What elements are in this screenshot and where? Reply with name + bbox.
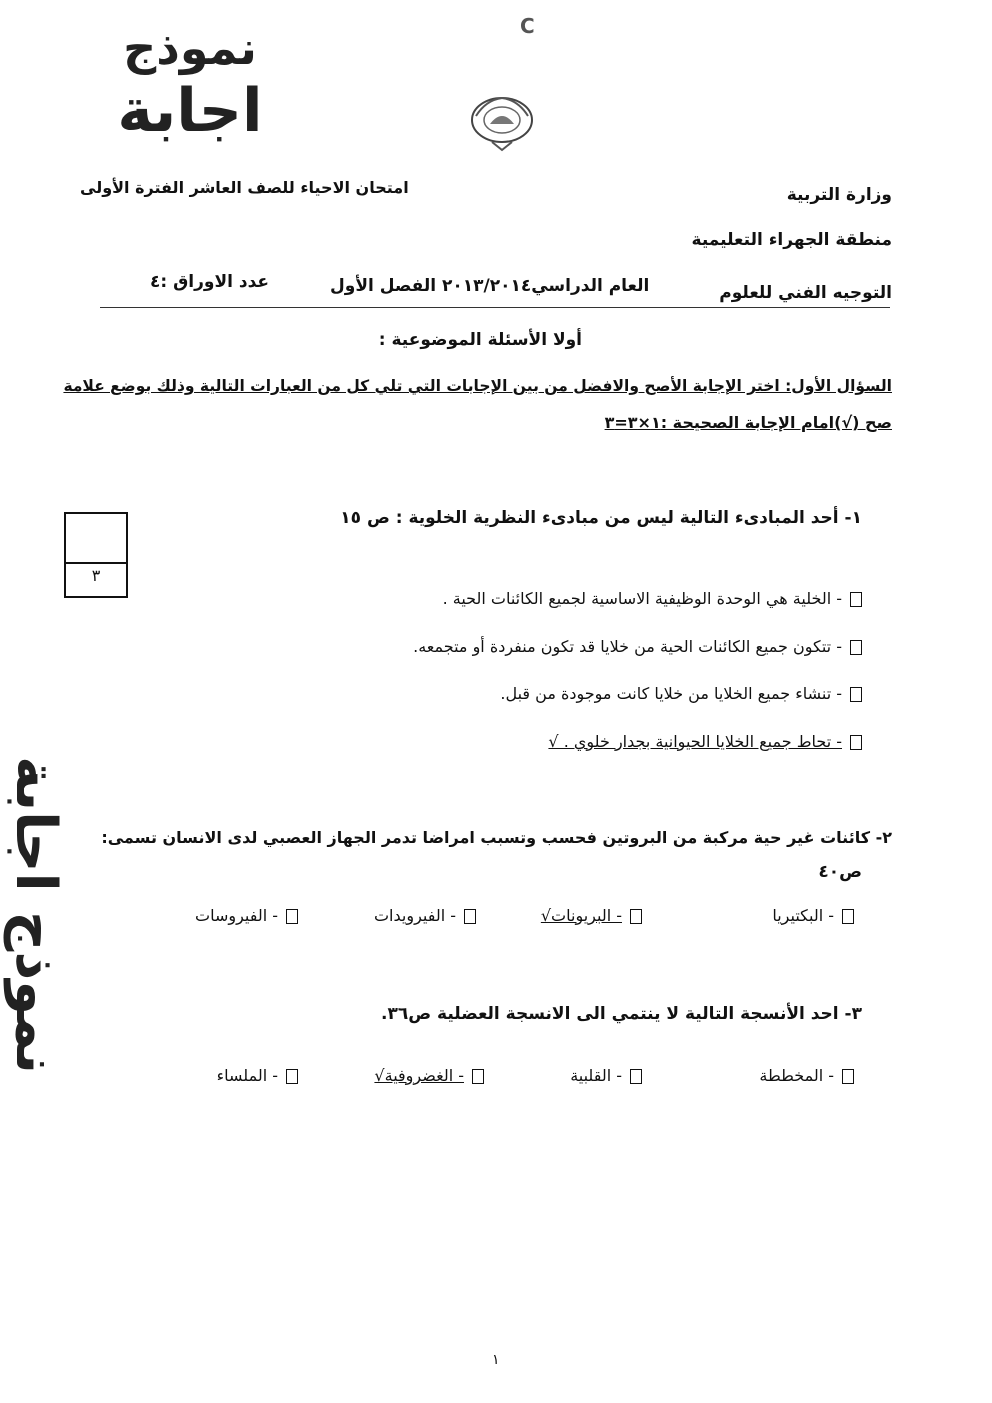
option-label-correct: - الغضروفية√	[374, 1066, 464, 1085]
checkbox[interactable]	[850, 735, 862, 750]
question-3-option-2[interactable]	[570, 1066, 642, 1085]
score-box	[64, 512, 128, 598]
option-label: - تتكون جميع الكائنات الحية من خلايا قد تكون منفردة أو متجمعه.	[413, 637, 842, 656]
option-label: - البكتيريا	[772, 906, 834, 925]
question-3-option-3[interactable]	[374, 1066, 484, 1085]
score-value: ٣	[91, 566, 101, 585]
handwritten-title-line1: نموذج	[123, 21, 257, 75]
academic-year: العام الدراسي٢٠١٣/٢٠١٤ الفصل الأول	[330, 276, 650, 296]
question-instructions-line2: صح (√)امام الإجابة الصحيحة :١×٣=٣	[604, 413, 892, 432]
page-count: عدد الاوراق :٤	[150, 272, 270, 292]
question-2-option-1[interactable]	[772, 906, 854, 925]
checkbox[interactable]	[286, 909, 298, 924]
option-label: - الفيروسات	[195, 906, 278, 925]
checkbox[interactable]	[472, 1069, 484, 1084]
score-box-divider	[66, 562, 126, 564]
checkbox[interactable]	[850, 592, 862, 607]
question-2-page-ref: ص٤٠	[818, 862, 862, 882]
page-number: ١	[492, 1352, 500, 1368]
option-label: - المخططة	[759, 1066, 834, 1085]
ministry-name: وزارة التربية	[786, 185, 892, 205]
checkbox[interactable]	[850, 687, 862, 702]
option-label-correct: - تحاط جميع الخلايا الحيوانية بجدار خلوي . √	[548, 732, 842, 751]
top-mark: C	[520, 14, 535, 38]
question-2-option-2[interactable]	[541, 906, 642, 925]
handwritten-margin-note: نموذج اجابة	[3, 756, 68, 1074]
emblem-icon	[462, 88, 542, 158]
option-label: - تنشاء جميع الخلايا من خلايا كانت موجودة من قبل.	[500, 684, 842, 703]
question-1-text: ١- أحد المبادىء التالية ليس من مبادىء النظرية الخلوية : ص ١٥	[340, 508, 862, 528]
question-3-text: ٣- احد الأنسجة التالية لا ينتمي الى الانسجة العضلية ص٣٦.	[380, 1004, 862, 1024]
question-3-option-4[interactable]	[217, 1066, 298, 1085]
checkbox[interactable]	[630, 1069, 642, 1084]
question-1-option-1[interactable]	[443, 589, 862, 608]
question-3-option-1[interactable]	[759, 1066, 854, 1085]
checkbox[interactable]	[842, 909, 854, 924]
option-label: - الملساء	[216, 1066, 278, 1085]
checkbox[interactable]	[286, 1069, 298, 1084]
question-1-option-4[interactable]	[548, 732, 862, 751]
option-label: - الفيرويدات	[373, 906, 456, 925]
option-label: - القلبية	[570, 1066, 622, 1085]
checkbox[interactable]	[630, 909, 642, 924]
option-label-correct: - البريونات√	[540, 906, 622, 925]
question-2-text: ٢- كائنات غير حية مركبة من البروتين فحسب وتسبب امراضا تدمر الجهاز العصبي لدى الانسان تسمى:	[101, 828, 892, 847]
option-label: - الخلية هي الوحدة الوظيفية الاساسية لجميع الكائنات الحية .	[442, 589, 842, 608]
question-instructions-line1: السؤال الأول: اختر الإجابة الأصح والافضل من بين الإجابات التي تلي كل من العبارات التالية وذلك بوضع علامة	[63, 377, 892, 395]
section-title: أولا الأسئلة الموضوعية :	[378, 330, 582, 350]
handwritten-title-line2: اجابة	[117, 76, 263, 146]
question-2-option-4[interactable]	[195, 906, 298, 925]
handwritten-title	[60, 20, 320, 146]
checkbox[interactable]	[842, 1069, 854, 1084]
department-name: التوجيه الفني للعلوم	[719, 283, 892, 303]
question-2-option-3[interactable]	[374, 906, 476, 925]
header-divider	[100, 307, 890, 308]
exam-title: امتحان الاحياء للصف العاشر الفترة الأولى	[80, 178, 409, 197]
question-1-option-2[interactable]	[413, 637, 862, 656]
checkbox[interactable]	[850, 640, 862, 655]
question-1-option-3[interactable]	[500, 684, 862, 703]
checkbox[interactable]	[464, 909, 476, 924]
region-name: منطقة الجهراء التعليمية	[691, 230, 892, 250]
